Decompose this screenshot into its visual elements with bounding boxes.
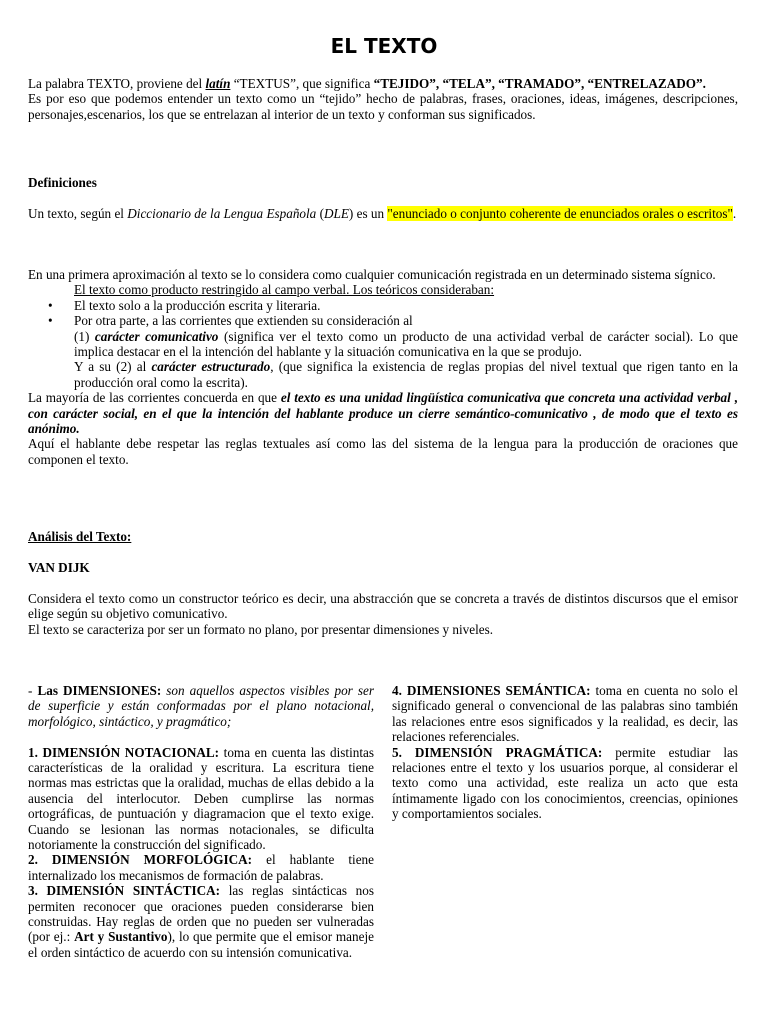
communicative-character-item: (1) carácter comunicativo (significa ver el texto como un producto de una actividad verbal de carácter social). Lo que implica destacar en el la intención del hablante y la situación comunicativa en la que se produjo. — [74, 328, 738, 360]
intro-paragraph-etymology: La palabra TEXTO, proviene del latín “TEXTUS”, que significa “TEJIDO”, “TELA”, “TRAMADO”, “ENTRELAZADO”. — [28, 76, 706, 91]
dimension-morfologica: 2. DIMENSIÓN MORFOLÓGICA: el hablante tiene internalizado los mecanismos de formación de palabras. — [28, 852, 374, 883]
latin-word: latín — [205, 76, 231, 91]
page-title: EL TEXTO — [330, 34, 438, 58]
definition-paragraph: Un texto, según el Diccionario de la Lengua Española (DLE) es un "enunciado o conjunto coherente de enunciados orales o escritos". — [28, 206, 737, 221]
aproximacion-section — [28, 267, 738, 467]
structured-character-item: Y a su (2) al carácter estructurado, (que significa la existencia de reglas propias del nivel textual que rigen tanto en la producción oral como la escrita). — [74, 359, 738, 390]
highlighted-definition: "enunciado o conjunto coherente de enunciados orales o escritos" — [387, 206, 733, 221]
van-dijk-paragraph: Considera el texto como un constructor teórico es decir, una abstracción que se concreta a través de distintos discursos que el emisor elige según su objetivo comunicativo. — [28, 591, 738, 622]
bullet-icon: • — [48, 297, 53, 313]
dimension-notacional: 1. DIMENSIÓN NOTACIONAL: toma en cuenta las distintas características de la oralidad y escritura. La escritura tiene normas mas estrictas que la oralidad, muchas de ellas debido a la ausencia del interlocutor. Deben cumplirse las normas ortográficas, de puntuación y diagramacion que el texto exige. Cuando se lesionan las normas notacionales, se dificulta notoriamente la construcción del significado. — [28, 744, 374, 853]
intro-paragraph-tejido: Es por eso que podemos entender un texto como un “tejido” hecho de palabras, frases, oraciones, ideas, imágenes, descripciones, personajes,escenarios, los que se entrelazan al interior de un texto y conforman sus significados. — [28, 91, 738, 122]
theorists-list — [28, 298, 738, 329]
definiciones-heading: Definiciones — [28, 175, 97, 190]
van-dijk-section — [28, 591, 738, 637]
intro-section — [28, 76, 738, 122]
list-item: • El texto solo a la producción escrita y literaria. — [48, 297, 321, 313]
author-heading: VAN DIJK — [28, 560, 90, 575]
dimension-semantica: 4. DIMENSIONES SEMÁNTICA: toma en cuenta no solo el significado general o convencional de las palabras sino también las relaciones entre esos significados y la realidad, es decir, las relaciones referenciales. — [392, 683, 738, 745]
analisis-heading: Análisis del Texto: — [28, 529, 132, 544]
dictionary-name: Diccionario de la Lengua Española — [127, 206, 317, 221]
hablante-paragraph: Aquí el hablante debe respetar las reglas textuales así como las del sistema de la lengua para la producción de oraciones que componen el texto. — [28, 436, 738, 467]
dimension-sintactica: 3. DIMENSIÓN SINTÁCTICA: las reglas sintácticas nos permiten reconocer que oraciones pueden considerarse bien construidas. Hay reglas de orden que no pueden ser vulneradas (por ej.: Art y Sustantivo), lo que permite que el emisor maneje el orden sintáctico de acuerdo con su intensión comunicativa. — [28, 883, 374, 960]
verbal-field-heading: El texto como producto restringido al campo verbal. Los teóricos consideraban: — [74, 282, 495, 298]
bullet-icon: • — [48, 313, 53, 329]
mayoria-paragraph: La mayoría de las corrientes concuerda en que el texto es una unidad lingüística comunicativa que concreta una actividad verbal , con carácter social, en el que la intención del hablante produce un cierre semántico-comunicativo , de modo que el texto es anónimo. — [28, 390, 738, 437]
dimensions-right-column — [392, 683, 738, 822]
dimension-pragmatica: 5. DIMENSIÓN PRAGMÁTICA: permite estudiar las relaciones entre el texto y los usuarios porque, al considerar el texto como una actividad, este realiza un acto que esta íntimamente ligado con los conocimientos, creencias, opiniones y comportamientos sociales. — [392, 744, 739, 822]
meaning-list: “TEJIDO”, “TELA”, “TRAMADO”, “ENTRELAZADO”. — [373, 76, 706, 91]
dimensions-left-column — [28, 683, 374, 960]
aproximacion-paragraph: En una primera aproximación al texto se lo considera como cualquier comunicación registrada en un determinado sistema sígnico. — [28, 267, 716, 282]
dimensions-intro: - Las DIMENSIONES: son aquellos aspectos visibles por ser de superficie y están conformadas por el plano notacional, morfológico, sintáctico, y pragmático; — [28, 683, 374, 729]
format-paragraph: El texto se caracteriza por ser un formato no plano, por presentar dimensiones y niveles. — [28, 621, 494, 637]
list-item: • Por otra parte, a las corrientes que extienden su consideración al — [48, 313, 413, 329]
